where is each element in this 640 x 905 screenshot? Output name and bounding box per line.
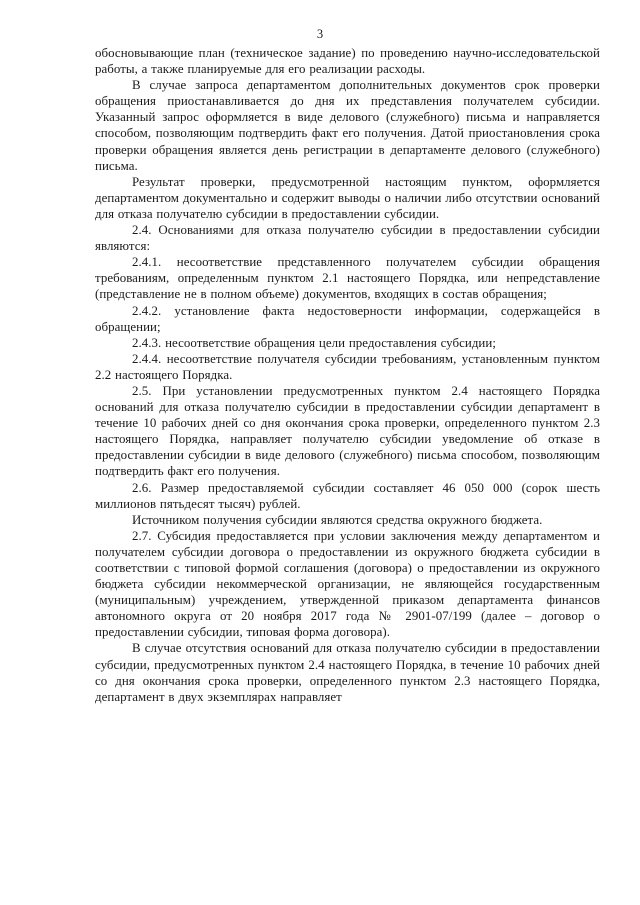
paragraph-continuation: обосновывающие план (техническое задание) по проведению научно-исследовательской работы, а также планируемые для его реализации расходы. bbox=[95, 46, 600, 77]
paragraph-2-5: 2.5. При установлении предусмотренных пунктом 2.4 настоящего Порядка оснований для отказа получателю субсидии в предоставлении субсидии департамент в течение 10 рабочих дней со дня окончания срока проверки, определенного пунктом 2.3 настоящего Порядка, направляет получателю субсидии уведомление об отказе в предоставлении субсидии в виде делового (служебного) письма способом, позволяющим подтвердить факт его получения. bbox=[95, 383, 600, 479]
paragraph-2-4: 2.4. Основаниями для отказа получателю субсидии в предоставлении субсидии являются: bbox=[95, 223, 600, 254]
paragraph-document-request: В случае запроса департаментом дополнительных документов срок проверки обращения приостанавливается до дня их представления получателем субсидии. Указанный запрос оформляется в виде делового (служебного) письма и направляется способом, позволяющим подтвердить факт его получения. Датой приостановления срока проверки обращения является день регистрации в департаменте делового (служебного) письма. bbox=[95, 78, 600, 173]
paragraph-2-6: 2.6. Размер предоставляемой субсидии составляет 46 050 000 (сорок шесть миллионов пятьдесят тысяч) рублей. bbox=[95, 480, 600, 511]
document-body bbox=[95, 45, 600, 705]
page-number: 3 bbox=[316, 27, 324, 41]
paragraph-no-refusal: В случае отсутствия оснований для отказа получателю субсидии в предоставлении субсидии, предусмотренных пунктом 2.4 настоящего Порядка, в течение 10 рабочих дней со дня окончания срока проверки, определенного пунктом 2.3 настоящего Порядка, департамент в двух экземплярах направляет bbox=[95, 641, 600, 704]
paragraph-funding-source: Источником получения субсидии являются средства окружного бюджета. bbox=[132, 512, 543, 527]
paragraph-2-4-2: 2.4.2. установление факта недостоверности информации, содержащейся в обращении; bbox=[95, 303, 600, 334]
paragraph-2-4-3: 2.4.3. несоответствие обращения цели предоставления субсидии; bbox=[132, 335, 496, 350]
paragraph-2-7: 2.7. Субсидия предоставляется при условии заключения между департаментом и получателем субсидии договора о предоставлении из окружного бюджета субсидии в соответствии с типовой формой соглашения (договора) о предоставлении из окружного бюджета субсидии некоммерческой организации, не являющейся государственным (муниципальным) учреждением, утвержденной приказом департамента финансов автономного округа от 20 ноября 2017 года № 2901-07/199 (далее – договор о предоставлении субсидии, типовая форма договора). bbox=[95, 528, 600, 640]
paragraph-2-4-1: 2.4.1. несоответствие представленного получателем субсидии обращения требованиям, определенным пунктом 2.1 настоящего Порядка, или непредставление (представление не в полном объеме) документов, входящих в состав обращения; bbox=[95, 255, 600, 302]
paragraph-2-4-4: 2.4.4. несоответствие получателя субсидии требованиям, установленным пунктом 2.2 настоящего Порядка. bbox=[95, 351, 600, 382]
paragraph-check-result: Результат проверки, предусмотренной настоящим пунктом, оформляется департаментом документально и содержит выводы о наличии либо отсутствии оснований для отказа получателю субсидии в предоставлении субсидии. bbox=[95, 174, 600, 221]
